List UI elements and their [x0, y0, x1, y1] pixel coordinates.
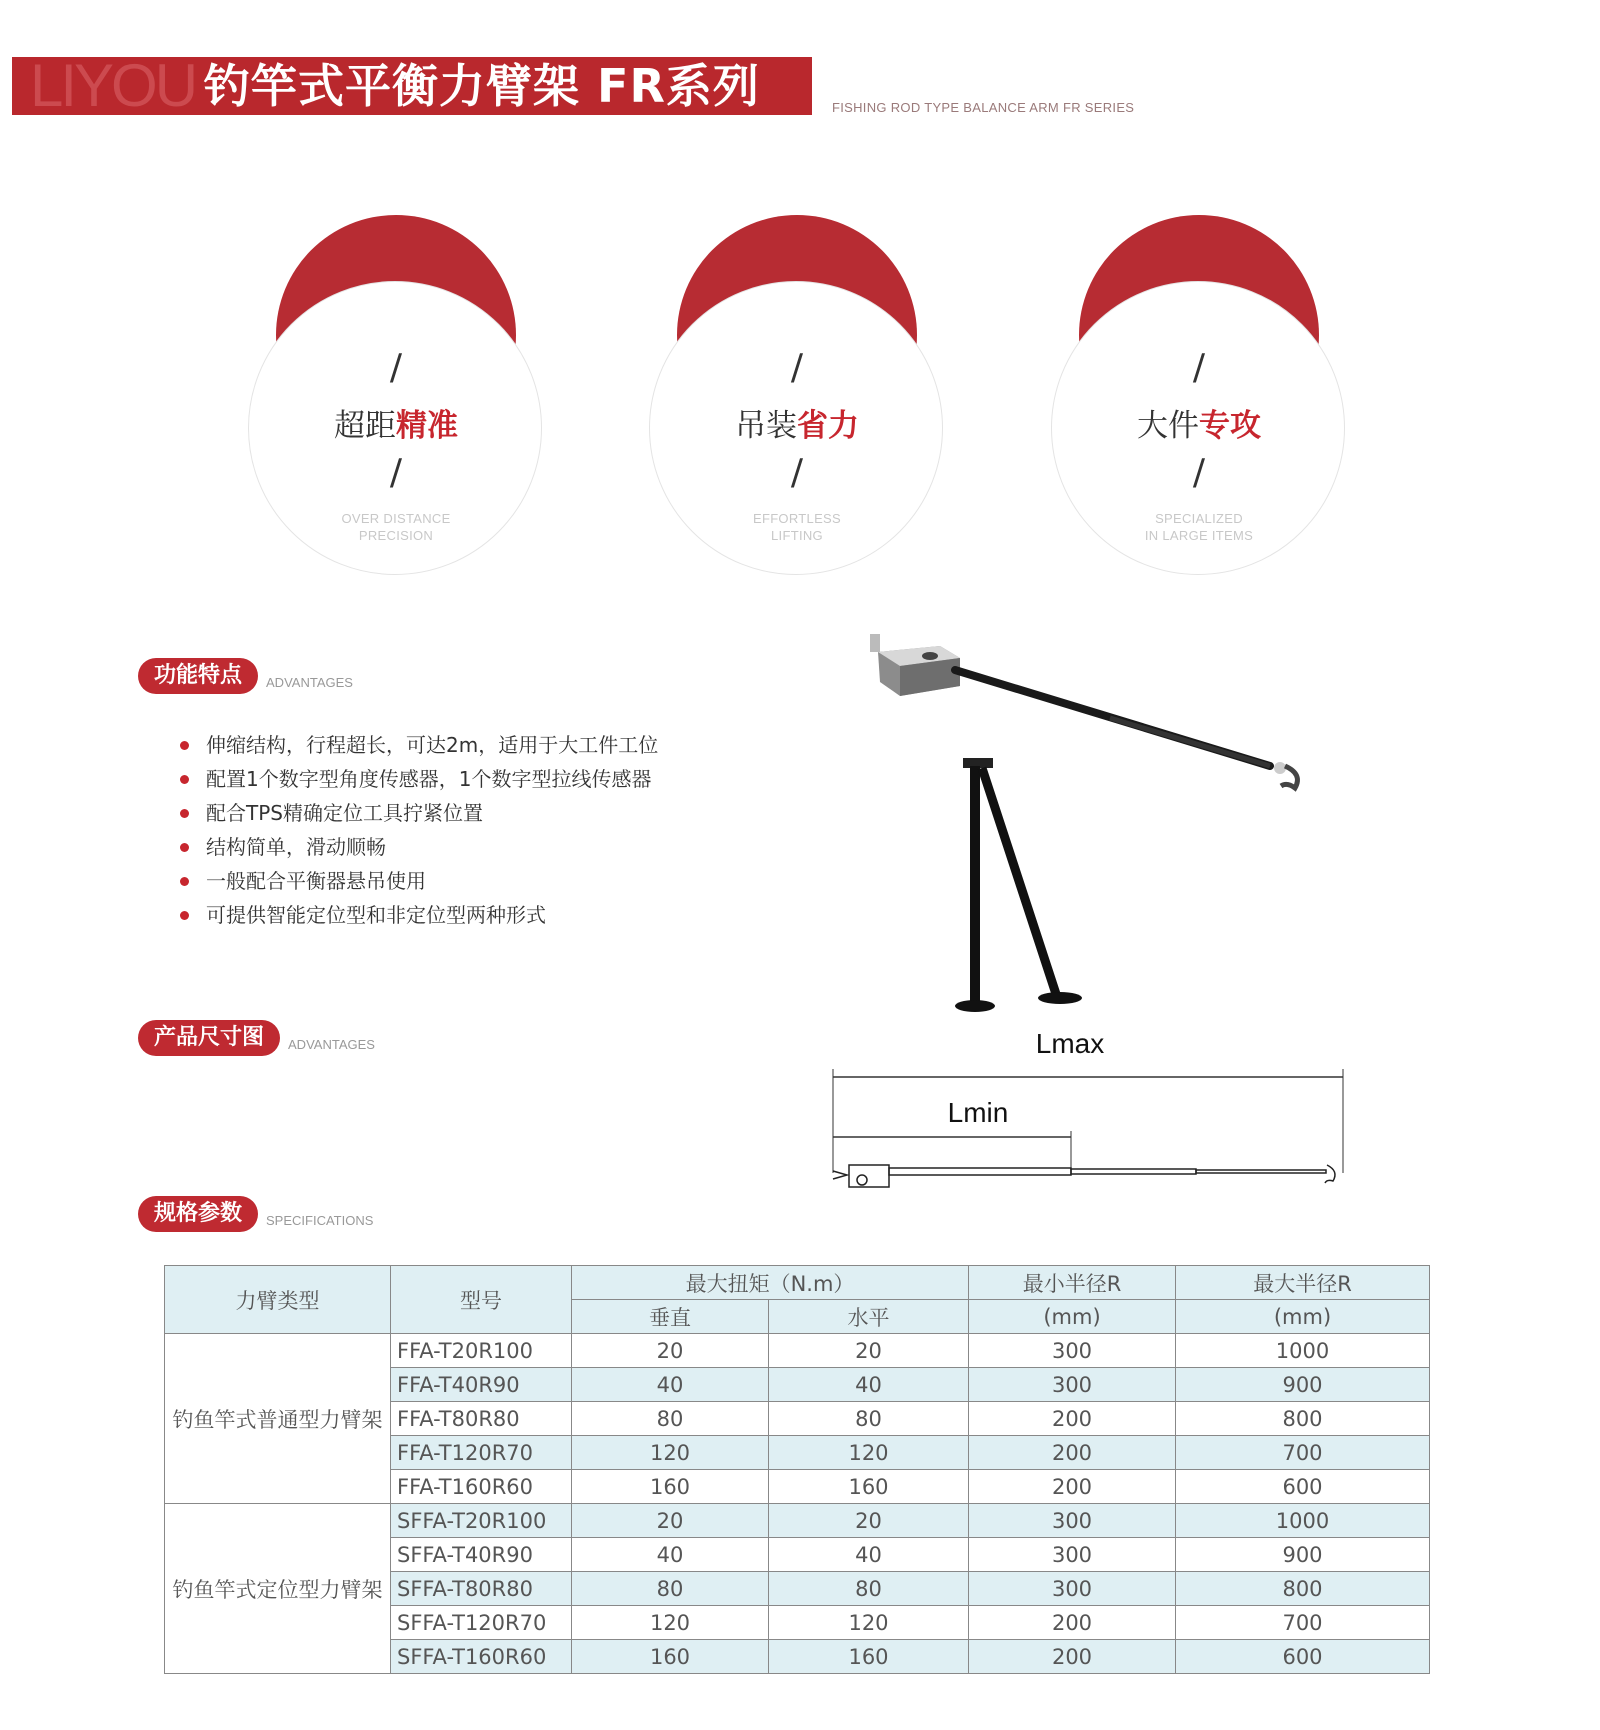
cell-model: FFA-T20R100 — [391, 1334, 572, 1368]
feature-en-label: OVER DISTANCE PRECISION — [341, 511, 451, 543]
cell-horizontal: 20 — [769, 1504, 969, 1538]
cell-horizontal: 120 — [769, 1436, 969, 1470]
product-image — [860, 626, 1340, 1016]
feature-label: 大件专攻 — [1137, 408, 1261, 444]
slash-divider: / — [1192, 452, 1206, 493]
feature-en-label: EFFORTLESS LIFTING — [752, 511, 841, 543]
cell-horizontal: 40 — [769, 1538, 969, 1572]
cell-horizontal: 40 — [769, 1368, 969, 1402]
cell-model: FFA-T120R70 — [391, 1436, 572, 1470]
arm-stand — [955, 758, 1082, 1012]
section-title: 产品尺寸图 — [138, 1020, 280, 1056]
brand-watermark: LIYOU — [30, 57, 196, 115]
cell-horizontal: 20 — [769, 1334, 969, 1368]
page-subtitle: FISHING ROD TYPE BALANCE ARM FR SERIES — [832, 100, 1135, 115]
cell-max-radius: 600 — [1176, 1470, 1430, 1504]
section-dimensions-heading — [138, 1020, 375, 1058]
cell-vertical: 160 — [572, 1640, 769, 1674]
header-banner — [12, 57, 812, 115]
cell-model: SFFA-T20R100 — [391, 1504, 572, 1538]
cell-min-radius: 300 — [969, 1572, 1176, 1606]
dimension-diagram — [815, 1025, 1355, 1200]
cell-type: 钓鱼竿式定位型力臂架 — [165, 1504, 391, 1674]
col-header-unit: (mm) — [1176, 1300, 1430, 1334]
cell-vertical: 160 — [572, 1470, 769, 1504]
cell-model: SFFA-T160R60 — [391, 1640, 572, 1674]
cell-horizontal: 80 — [769, 1572, 969, 1606]
cell-max-radius: 600 — [1176, 1640, 1430, 1674]
cell-vertical: 80 — [572, 1572, 769, 1606]
list-item: 配合TPS精确定位工具拧紧位置 — [180, 796, 658, 830]
cell-model: SFFA-T40R90 — [391, 1538, 572, 1572]
arm-head-unit — [870, 634, 960, 696]
page-title: 钓竿式平衡力臂架 FR系列 — [204, 59, 760, 113]
feature-card-precision — [248, 215, 544, 577]
cell-vertical: 20 — [572, 1334, 769, 1368]
cell-max-radius: 1000 — [1176, 1334, 1430, 1368]
feature-label: 超距精准 — [334, 408, 458, 444]
cell-min-radius: 300 — [969, 1334, 1176, 1368]
col-header-vertical: 垂直 — [572, 1300, 769, 1334]
section-en-label: ADVANTAGES — [266, 675, 353, 690]
feature-card-lifting — [649, 215, 945, 577]
cell-model: FFA-T40R90 — [391, 1368, 572, 1402]
arm-outline — [833, 1165, 1335, 1187]
cell-vertical: 20 — [572, 1504, 769, 1538]
slash-divider: / — [790, 347, 804, 388]
cell-vertical: 40 — [572, 1538, 769, 1572]
cell-model: FFA-T160R60 — [391, 1470, 572, 1504]
cell-model: FFA-T80R80 — [391, 1402, 572, 1436]
cell-max-radius: 800 — [1176, 1402, 1430, 1436]
cell-min-radius: 200 — [969, 1470, 1176, 1504]
cell-min-radius: 200 — [969, 1436, 1176, 1470]
slash-divider: / — [1192, 347, 1206, 388]
cell-min-radius: 200 — [969, 1640, 1176, 1674]
section-en-label: SPECIFICATIONS — [266, 1213, 374, 1228]
lmax-label: Lmax — [1035, 1028, 1105, 1059]
slash-divider: / — [389, 347, 403, 388]
cell-model: SFFA-T80R80 — [391, 1572, 572, 1606]
cell-horizontal: 160 — [769, 1470, 969, 1504]
slash-divider: / — [790, 452, 804, 493]
cell-max-radius: 900 — [1176, 1368, 1430, 1402]
cell-vertical: 120 — [572, 1436, 769, 1470]
cell-max-radius: 900 — [1176, 1538, 1430, 1572]
cell-vertical: 120 — [572, 1606, 769, 1640]
feature-label: 吊装省力 — [735, 408, 859, 444]
list-item: 伸缩结构，行程超长，可达2m，适用于大工件工位 — [180, 728, 658, 762]
section-specs-heading — [138, 1196, 373, 1234]
feature-en-label: SPECIALIZED IN LARGE ITEMS — [1144, 511, 1254, 543]
col-header-unit: (mm) — [969, 1300, 1176, 1334]
cell-min-radius: 300 — [969, 1368, 1176, 1402]
slash-divider: / — [389, 452, 403, 493]
list-item: 可提供智能定位型和非定位型两种形式 — [180, 898, 658, 932]
col-header-type: 力臂类型 — [165, 1266, 391, 1334]
cell-max-radius: 700 — [1176, 1436, 1430, 1470]
cell-min-radius: 300 — [969, 1538, 1176, 1572]
cell-type: 钓鱼竿式普通型力臂架 — [165, 1334, 391, 1504]
table-row — [165, 1504, 1430, 1538]
arm-end-clamp — [1274, 762, 1297, 788]
cell-horizontal: 160 — [769, 1640, 969, 1674]
cell-model: SFFA-T120R70 — [391, 1606, 572, 1640]
col-header-torque: 最大扭矩（N.m） — [572, 1266, 969, 1300]
lmin-label: Lmin — [947, 1097, 1009, 1128]
table-row — [165, 1334, 1430, 1368]
section-en-label: ADVANTAGES — [288, 1037, 375, 1052]
cell-max-radius: 1000 — [1176, 1504, 1430, 1538]
table-header-row — [165, 1266, 1430, 1300]
cell-min-radius: 200 — [969, 1606, 1176, 1640]
section-advantages-heading — [138, 658, 353, 696]
cell-vertical: 40 — [572, 1368, 769, 1402]
section-title: 规格参数 — [138, 1196, 258, 1232]
cell-horizontal: 120 — [769, 1606, 969, 1640]
advantages-list — [180, 728, 658, 932]
cell-horizontal: 80 — [769, 1402, 969, 1436]
list-item: 结构简单，滑动顺畅 — [180, 830, 658, 864]
col-header-max-radius: 最大半径R — [1176, 1266, 1430, 1300]
feature-card-large-items — [1051, 215, 1347, 577]
section-title: 功能特点 — [138, 658, 258, 694]
arm-rod-inner — [1110, 718, 1270, 766]
cell-min-radius: 200 — [969, 1402, 1176, 1436]
list-item: 一般配合平衡器悬吊使用 — [180, 864, 658, 898]
cell-max-radius: 800 — [1176, 1572, 1430, 1606]
col-header-min-radius: 最小半径R — [969, 1266, 1176, 1300]
spec-table — [164, 1265, 1430, 1674]
list-item: 配置1个数字型角度传感器，1个数字型拉线传感器 — [180, 762, 658, 796]
col-header-model: 型号 — [391, 1266, 572, 1334]
col-header-horizontal: 水平 — [769, 1300, 969, 1334]
cell-vertical: 80 — [572, 1402, 769, 1436]
cell-max-radius: 700 — [1176, 1606, 1430, 1640]
cell-min-radius: 300 — [969, 1504, 1176, 1538]
